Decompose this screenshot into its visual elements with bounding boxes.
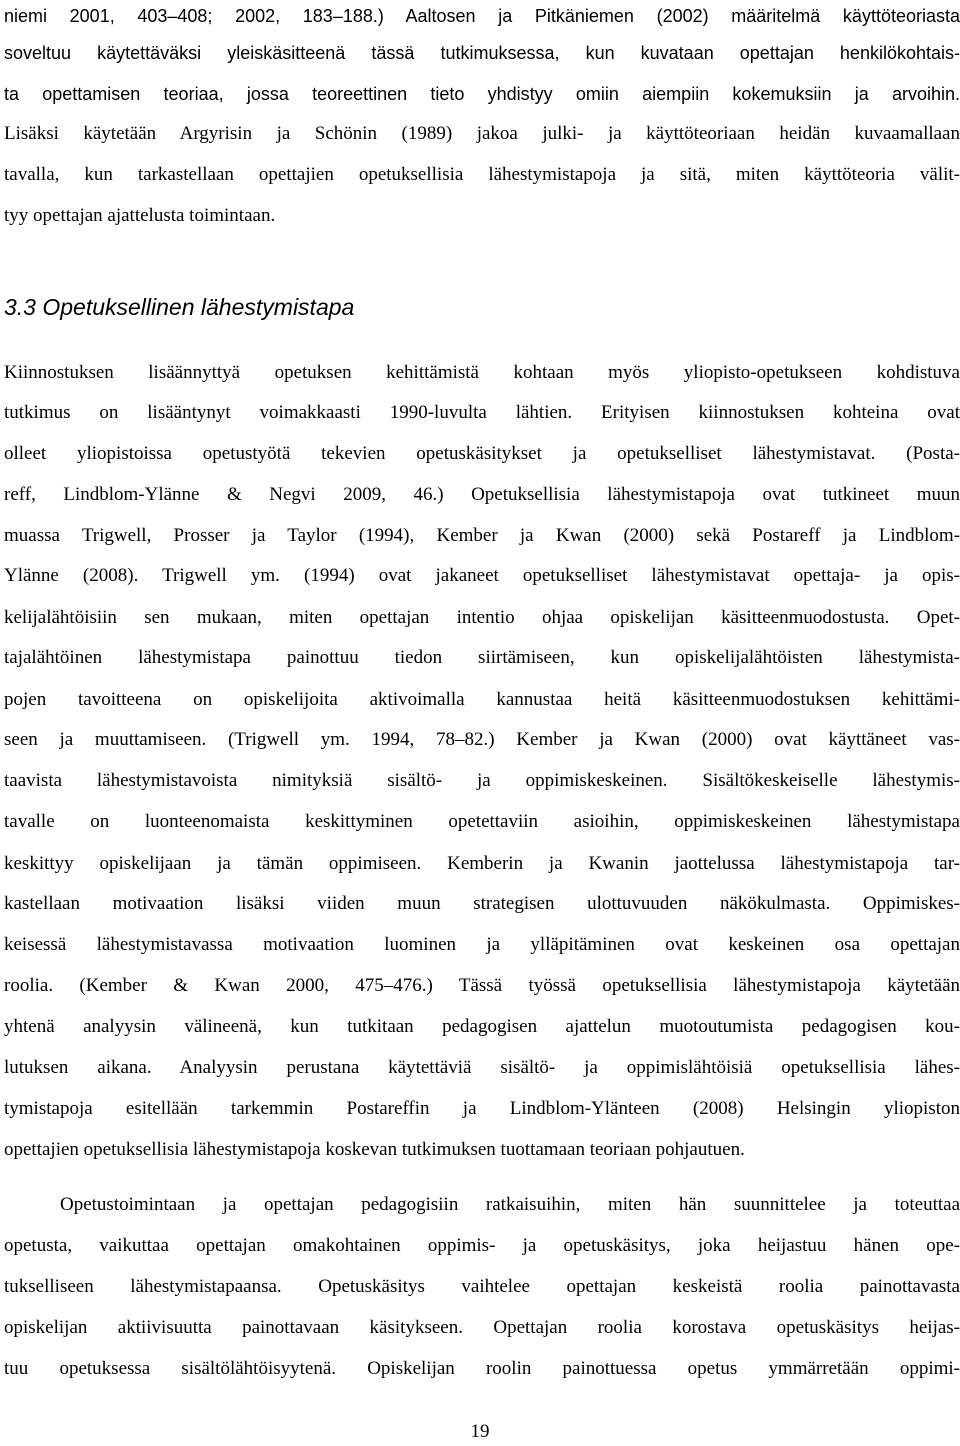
text-line: opiskelijan aktiivisuutta painottavaan käsitykseen. Opettajan roolia korostava opetuskäsitys heijas- (4, 1317, 960, 1338)
text-line: tutkimus on lisääntynyt voimakkaasti 1990-luvulta lähtien. Erityisen kiinnostuksen kohteina ovat (4, 402, 960, 423)
text-line: tavalla, kun tarkastellaan opettajien opetuksellisia lähestymistapoja ja sitä, miten käyttöteoria välit- (4, 164, 960, 185)
text-line: kastellaan motivaation lisäksi viiden muun strategisen ulottuvuuden näkökulmasta. Oppimiskes- (4, 893, 960, 914)
text-line: pojen tavoitteena on opiskelijoita aktivoimalla kannustaa heitä käsitteenmuodostuksen kehittämi- (4, 689, 960, 710)
text-line: muassa Trigwell, Prosser ja Taylor (1994), Kember ja Kwan (2000) sekä Postareff ja Lindblom- (4, 525, 960, 546)
text-line: tymistapoja esitellään tarkemmin Postareffin ja Lindblom-Ylänteen (2008) Helsingin yliopiston (4, 1098, 960, 1119)
text-line: keskittyy opiskelijaan ja tämän oppimiseen. Kemberin ja Kwanin jaottelussa lähestymistapoja tar- (4, 853, 960, 874)
text-line: lutuksen aikana. Analyysin perustana käytettäviä sisältö- ja oppimislähtöisiä opetuksellisia lähes- (4, 1057, 960, 1078)
text-line: opetusta, vaikuttaa opettajan omakohtainen oppimis- ja opetuskäsitys, joka heijastuu hänen ope- (4, 1235, 960, 1256)
text-line: kelijalähtöisiin sen mukaan, miten opettajan intentio ohjaa opiskelijan käsitteenmuodostusta. Opet- (4, 607, 960, 628)
text-line: Ylänne (2008). Trigwell ym. (1994) ovat jakaneet opetukselliset lähestymistavat opettaja- ja opis- (4, 565, 960, 586)
text-line: olleet yliopistoissa opetustyötä tekevien opetuskäsitykset ja opetukselliset lähestymistavat. (Posta- (4, 443, 960, 464)
text-line: reff, Lindblom-Ylänne & Negvi 2009, 46.) Opetuksellisia lähestymistapoja ovat tutkineet muun (4, 484, 960, 505)
page-number: 19 (470, 1421, 490, 1442)
text-line: Lisäksi käytetään Argyrisin ja Schönin (1989) jakoa julki- ja käyttöteoriaan heidän kuvaamallaan (4, 123, 960, 144)
text-line: opettajien opetuksellisia lähestymistapoja koskevan tutkimuksen tuottamaan teoriaan pohjautuen. (4, 1139, 745, 1160)
text-line: tajalähtöinen lähestymistapa painottuu tiedon siirtämiseen, kun opiskelijalähtöisten lähestymista- (4, 647, 960, 668)
text-line: tuu opetuksessa sisältölähtöisyytenä. Opiskelijan roolin painottuessa opetus ymmärretään oppimi- (4, 1358, 960, 1379)
text-line: tukselliseen lähestymistapaansa. Opetuskäsitys vaihtelee opettajan keskeistä roolia painottavasta (4, 1276, 960, 1297)
text-line: seen ja muuttamiseen. (Trigwell ym. 1994, 78–82.) Kember ja Kwan (2000) ovat käyttäneet vas- (4, 729, 960, 750)
text-line: Kiinnostuksen lisäännyttyä opetuksen kehittämistä kohtaan myös yliopisto-opetukseen kohdistuva (4, 362, 960, 383)
text-line: roolia. (Kember & Kwan 2000, 475–476.) Tässä työssä opetuksellisia lähestymistapoja käytetään (4, 975, 960, 996)
text-line: Opetustoimintaan ja opettajan pedagogisiin ratkaisuihin, miten hän suunnittelee ja toteuttaa (60, 1194, 960, 1215)
text-line: tavalle on luonteenomaista keskittyminen opetettaviin asioihin, oppimiskeskeinen lähestymistapa (4, 811, 960, 832)
text-line: soveltuu käytettäväksi yleiskäsitteenä tässä tutkimuksessa, kun kuvataan opettajan henkilökohtais- (4, 43, 960, 63)
text-line: taavista lähestymistavoista nimityksiä sisältö- ja oppimiskeskeinen. Sisältökeskeiselle lähestymis- (4, 770, 960, 791)
section-heading: 3.3 Opetuksellinen lähestymistapa (4, 294, 355, 320)
document-page (4, 0, 960, 1442)
text-line: yhtenä analyysin välineenä, kun tutkitaan pedagogisen ajattelun muotoutumista pedagogisen kou- (4, 1016, 960, 1037)
text-line: tyy opettajan ajattelusta toimintaan. (4, 205, 276, 226)
text-line: niemi 2001, 403–408; 2002, 183–188.) Aaltosen ja Pitkäniemen (2002) määritelmä käyttöteoriasta (4, 6, 960, 26)
text-line: ta opettamisen teoriaa, jossa teoreettinen tieto yhdistyy omiin aiempiin kokemuksiin ja arvoihin. (4, 84, 960, 104)
text-line: keisessä lähestymistavassa motivaation luominen ja ylläpitäminen ovat keskeinen osa opettajan (4, 934, 960, 955)
